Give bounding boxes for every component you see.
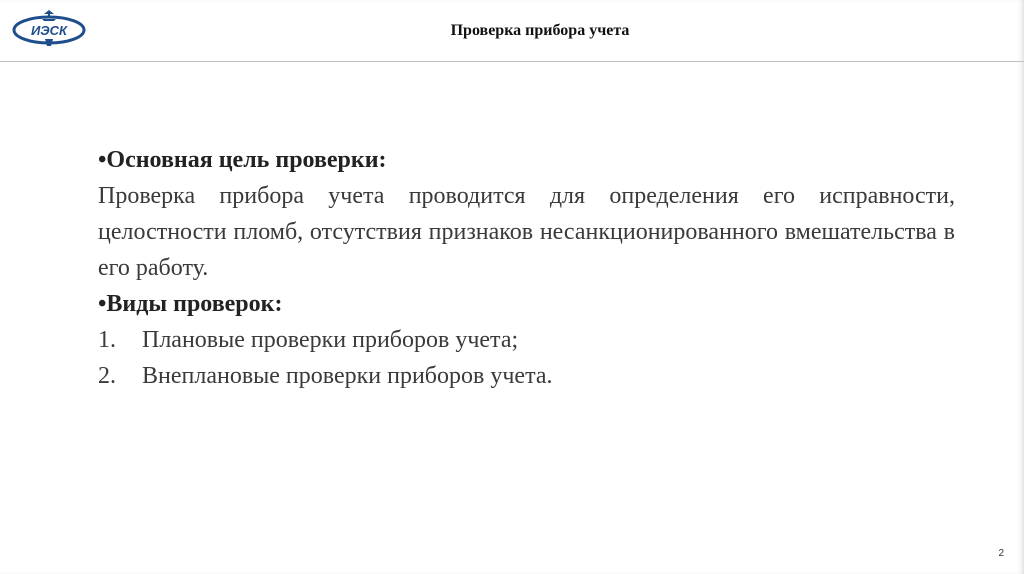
slide-title: Проверка прибора учета	[450, 22, 630, 39]
list-item-number: 2.	[98, 363, 116, 389]
header-divider	[0, 61, 1024, 62]
page-number: 2	[998, 548, 1004, 559]
purpose-paragraph: Проверка прибора учета проводится для определения его исправности, целостности пломб, отсутствия признаков несанкционированного вмешательства в его работу.	[98, 183, 955, 281]
list-item-text: Внеплановые проверки приборов учета.	[142, 363, 553, 389]
list-item-number: 1.	[98, 327, 116, 353]
logo-text: ИЭСК	[30, 23, 68, 38]
slide-body	[98, 142, 955, 394]
list-item	[98, 322, 955, 358]
list-item-text: Плановые проверки приборов учета;	[142, 327, 519, 353]
section-heading-purpose: •Основная цель проверки:	[98, 147, 387, 173]
section-heading-types: •Виды проверок:	[98, 291, 283, 317]
slide-header	[0, 0, 1024, 62]
list-item	[98, 358, 955, 394]
